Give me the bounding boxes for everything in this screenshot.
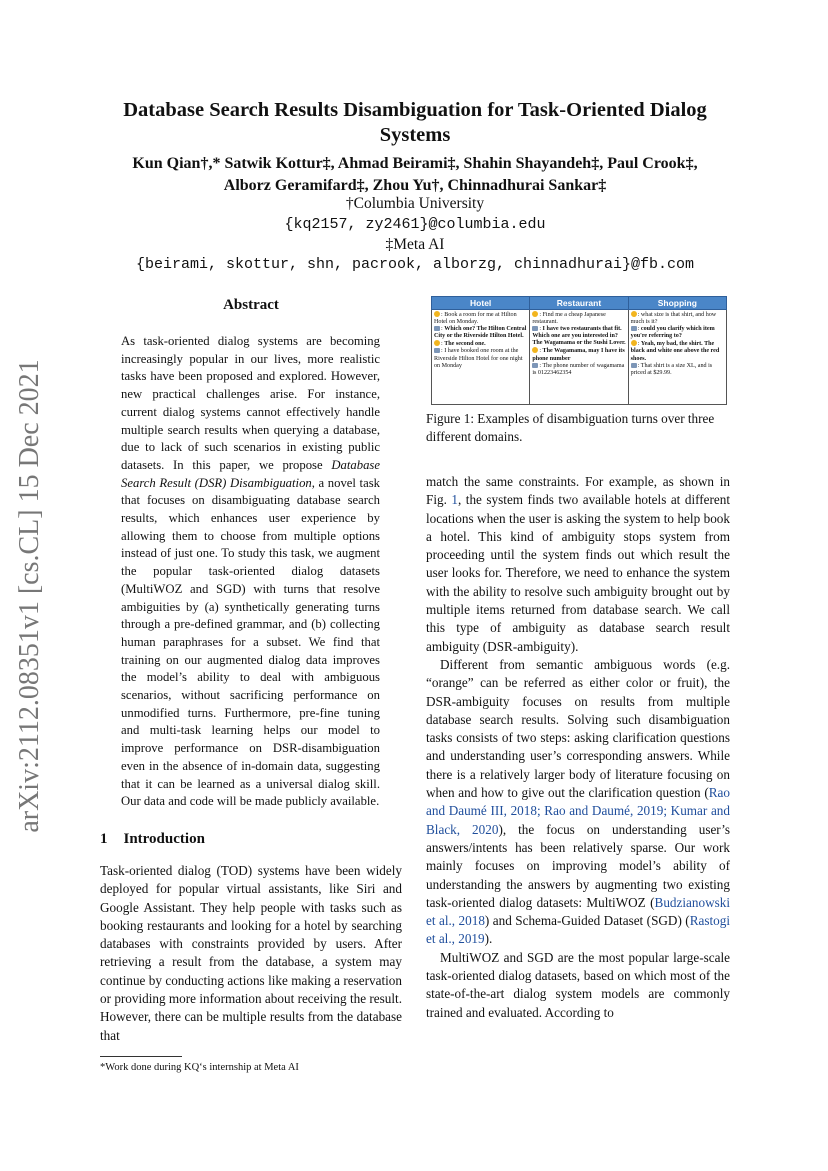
intro-paragraph [100, 862, 402, 1045]
hotel-user-1: Book a room for me at Hilton Hotel on Monday. [434, 312, 517, 326]
citation-link[interactable]: Rao and Daumé III, 2018; Rao and Daumé, 2019; Kumar and Black, 2020 [426, 785, 730, 837]
right-p2-text-a: Different from semantic ambiguous words (e.g. “orange” can be referred as either color or fruit), the DSR-ambiguity focuses on results from multiple database search results. Solving such disambiguation tasks consists of two steps: asking clarification questions and understanding user’s corresponding answers. While there is a relatively larger body of literature focusing on when and how to give out the clarification question ( [426, 656, 730, 801]
authors-line-1: Kun Qian†,* Satwik Kottur‡, Ahmad Beirami‡, Shahin Shayandeh‡, Paul Crook‡, [132, 155, 698, 172]
restaurant-user-1: Find me a cheap Japanese restaurant. [532, 312, 606, 326]
header-shopping: Shopping [628, 297, 726, 310]
robot-icon [532, 326, 538, 331]
abstract-text-1: As task-oriented dialog systems are becoming increasingly popular in our lives, more realistic tasks have been proposed and explored. However, new practical challenges arise. For instance, current dialog systems cannot effectively handle multiple search results when querying a database, due to lack of such scenarios in existing public datasets. In this paper, we propose [121, 334, 380, 472]
abstract-emphasis: Database Search Result (DSR) Disambiguation [121, 457, 380, 490]
email-meta: {beirami, skottur, shn, pacrook, alborzg, chinnadhurai}@fb.com [135, 256, 695, 273]
hotel-dialog: : Book a room for me at Hilton Hotel on Monday. : Which one? The Hilton Central City or the Riverside Hilton Hotel. : The second one. : I have booked one room at the Riverside Hilton Hotel for one night on Monday [432, 310, 530, 405]
right-p2-text-c: ) and Schema-Guided Dataset (SGD) ( [484, 913, 690, 929]
authors-line-2: Alborz Geramifard‡, Zhou Yu†, Chinnadhurai Sankar‡ [223, 177, 607, 194]
figure-table [431, 296, 727, 405]
figure-ref-link[interactable]: 1 [451, 492, 458, 508]
restaurant-dialog: : Find me a cheap Japanese restaurant. : I have two restaurants that fit. Which one are you interested in? The Wagamama or the Sushi Lover. : The Wagamama, may I have its phone number : The phone number of wagamama is 01223462354 [530, 310, 628, 405]
user-icon [434, 311, 440, 317]
affiliation-columbia: †Columbia University [345, 195, 485, 212]
restaurant-system-1: I have two restaurants that fit. Which one are you interested in? The Wagamama or the Sushi Lover. [532, 326, 626, 347]
section-title: Introduction [123, 831, 205, 847]
abstract-text-2: , a novel task that focuses on disambiguating database search results, which enhances user experience by allowing them to choose from multiple options instead of just one. To study this task, we augment the popular task-oriented dialog datasets (MultiWOZ and SGD) with turns that resolve ambiguities by (a) synthetically generating turns through a pre-defined grammar, and (b) collecting human paraphrases for a subset. We find that training on our augmented dialog data improves the model’s ability to deal with ambiguous scenarios, without sacrificing performance on unmodified turns. Furthermore, pre-fine tuning and multi-task learning helps our model to improve performance on DSR-disambiguation even in the absence of in-domain data, suggesting that it can be learned as a universal dialog skill. Our data and code will be made publicly available. [121, 475, 380, 809]
author-list [80, 153, 750, 197]
hotel-user-2: The second one. [444, 341, 486, 348]
abstract-heading: Abstract [223, 297, 279, 313]
header-restaurant: Restaurant [530, 297, 628, 310]
robot-icon [434, 348, 440, 353]
arxiv-stamp: arXiv:2112.08351v1 [cs.CL] 15 Dec 2021 [14, 359, 45, 833]
right-paragraph-1 [426, 473, 730, 656]
hotel-system-1: Which one? The Hilton Central City or the Riverside Hilton Hotel. [434, 326, 527, 340]
shopping-user-2: Yeah, my bad, the shirt. The black and white one above the red shoes. [630, 341, 720, 362]
shopping-system-2: That shirt is a size XL, and is priced at $29.99. [630, 362, 713, 376]
email-columbia: {kq2157, zy2461}@columbia.edu [284, 216, 546, 233]
right-p2-text-d: ). [484, 931, 493, 947]
abstract-body [121, 333, 380, 811]
right-paragraph-3: MultiWOZ and SGD are the most popular large-scale task-oriented dialog datasets, based on which most of the state-of-the-art dialog system models are commonly trained and evaluated. According to [426, 949, 730, 1020]
robot-icon [434, 326, 440, 331]
robot-icon [631, 326, 637, 331]
citation-link[interactable]: Rastogi et al., 2019 [426, 913, 730, 947]
section-number: 1 [100, 831, 108, 847]
user-icon [631, 311, 637, 317]
right-p2-text-b: ), the focus on understanding user’s answers/intents has been relatively sparse. Our work mainly focuses on improving model’s ability of understanding the answers by augmenting two existing task-oriented dialog datasets: MultiWOZ ( [426, 821, 730, 910]
shopping-user-1: what size is that shirt, and how much is it? [630, 312, 717, 326]
shopping-system-1: could you clarify which item you're referring to? [630, 326, 715, 340]
user-icon [434, 340, 440, 346]
figure-1 [431, 296, 727, 426]
footnote-rule [100, 1056, 182, 1057]
robot-icon [631, 363, 637, 368]
user-icon [532, 347, 538, 353]
restaurant-system-2: The phone number of wagamama is 01223462354 [532, 362, 625, 376]
user-icon [532, 311, 538, 317]
user-icon [631, 340, 637, 346]
citation-link[interactable]: Budzianowski et al., 2018 [426, 894, 730, 929]
shopping-dialog: : what size is that shirt, and how much is it? : could you clarify which item you're referring to? : Yeah, my bad, the shirt. The black and white one above the red shoes. : That shirt is a size XL, and is priced at $29.99. [628, 310, 726, 405]
robot-icon [532, 363, 538, 368]
intro-text: Task-oriented dialog (TOD) systems have been widely deployed for popular virtual assistants, like Siri and Google Assistant. They help people with tasks such as booking restaurants and looking for a hotel by searching databases with constraints provided by users. After retrieving a result from the database, a system may continue by conducting actions like making a reservation or providing more information about receiving the result. However, there can be multiple results from the database that [100, 863, 402, 1043]
restaurant-user-2: The Wagamama, may I have its phone number [532, 348, 625, 362]
right-column [426, 473, 730, 1022]
figure-caption: Figure 1: Examples of disambiguation turns over three different domains. [426, 411, 715, 444]
right-p1-text-a: match the same constraints. For example, as shown in Fig. [426, 474, 730, 508]
right-p1-text-b: , the system finds two available hotels at different locations when the user is asking the system to help book a hotel. This kind of ambiguity stops system from proceeding until the system finds out which result the user looks for. Therefore, we need to enhance the system with the ability to resolve such ambiguity brought out by multiple items returned from database search. We call this type of ambiguity as database search result ambiguity (DSR-ambiguity). [426, 492, 731, 654]
affiliation-meta: ‡Meta AI [385, 236, 445, 253]
footnote: *Work done during KQ‘s internship at Meta AI [100, 1062, 299, 1073]
section-heading [100, 831, 205, 848]
header-hotel: Hotel [432, 297, 530, 310]
right-paragraph-2 [426, 656, 730, 949]
hotel-system-2: I have booked one room at the Riverside Hilton Hotel for one night on Monday [434, 348, 523, 369]
paper-title: Database Search Results Disambiguation for Task-Oriented Dialog Systems [123, 99, 707, 146]
